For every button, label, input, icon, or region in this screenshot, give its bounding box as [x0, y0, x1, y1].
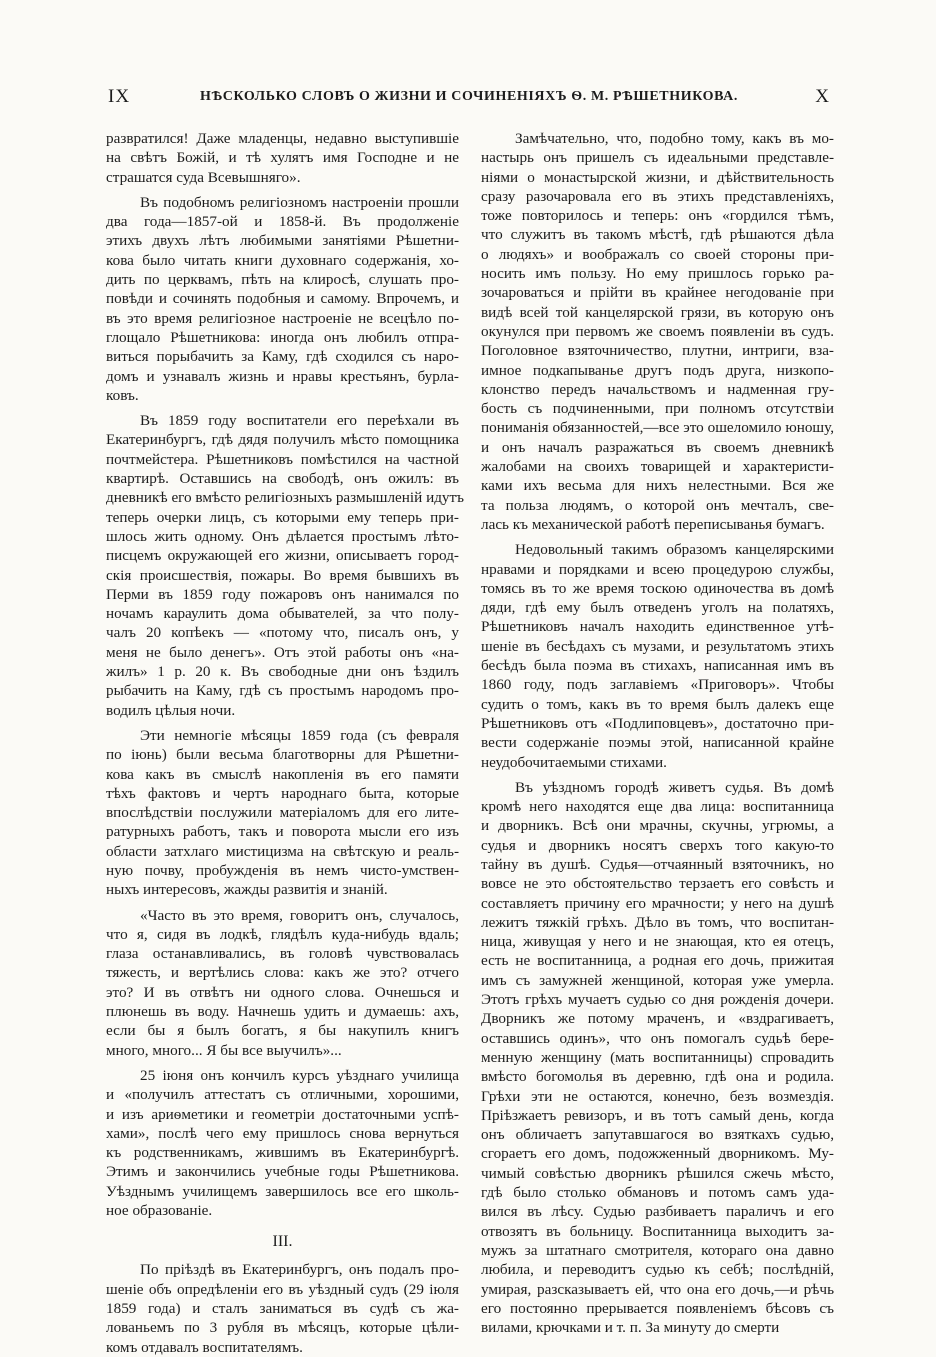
- text-line: составляетъ причину его мрачности; у него на душѣ: [481, 894, 834, 912]
- text-line: чимый совѣстью дворникъ рѣшился сжечь мѣсто,: [481, 1164, 834, 1182]
- text-line: сразу разочаровала его въ этихъ представленіяхъ,: [481, 187, 834, 205]
- text-line: вовсе не это обстоятельство терзаетъ его совѣсть и: [481, 875, 834, 893]
- text-line: много, много... Я бы все выучилъ»...: [106, 1041, 342, 1059]
- text-line: ковъ.: [106, 386, 139, 404]
- text-line: и дворникъ. Всѣ они мрачны, скучны, угрюмы, а: [481, 817, 834, 835]
- text-line: и онъ началъ разражаться въ своемъ дневникѣ: [481, 438, 834, 456]
- text-line: домъ и узнавалъ жизнь и нравы крестьянъ, бурла-: [106, 367, 459, 385]
- text-line: жилъ» 1 р. 20 к. Въ свободные дни онъ ѣздилъ: [106, 663, 459, 681]
- text-line: его постоянно прерывается появленіемъ бѣсовъ съ: [481, 1299, 834, 1317]
- text-line: и изъ ариѳметики и геометріи достаточными успѣ-: [106, 1105, 459, 1123]
- text-line: 25 іюня онъ кончилъ курсъ уѣзднаго училища: [140, 1066, 459, 1084]
- text-line: Замѣчательно, что, подобно тому, какъ въ мо-: [515, 130, 834, 147]
- text-line: скія происшествія, пожары. Во время бывшихъ въ: [106, 566, 459, 584]
- text-line: тѣхъ фактовъ и чертъ народнаго быта, которые: [106, 784, 459, 802]
- text-line: лежитъ тяжкій грѣхъ. Дѣло въ томъ, что воспитан-: [481, 913, 834, 931]
- text-line: сгораетъ его домъ, подожженный дворникомъ. Му-: [481, 1145, 834, 1163]
- text-line: по іюнь) были весьма благотворны для Рѣшетни-: [106, 746, 459, 764]
- paragraph: [106, 193, 459, 405]
- text-line: пониманія обязанностей,—все это ошеломило юношу,: [481, 419, 834, 437]
- text-line: Этимъ и закончились учебные годы Рѣшетникова.: [106, 1163, 459, 1181]
- text-line: тоже повторилось и теперь: онъ «гордился тѣмъ,: [481, 207, 834, 225]
- text-line: та польза людямъ, о которой онъ мечталъ, све-: [481, 496, 834, 514]
- text-line: два года—1857-ой и 1858-й. Въ продолженіе: [106, 213, 459, 231]
- paragraph: [106, 411, 465, 720]
- text-line: Перми въ 1859 году пожаровъ онъ нанимался по: [106, 585, 459, 603]
- text-line: если бы я былъ богатъ, я бы накупилъ книгъ: [106, 1022, 459, 1040]
- text-line: имное подкапыванье другъ подъ друга, низкопо-: [481, 361, 834, 379]
- text-line: настырь онъ пришелъ съ идеальными представле-: [481, 149, 834, 167]
- text-line: Екатеринбургъ, гдѣ дядя получилъ мѣсто помощника: [106, 431, 459, 449]
- text-line: кромѣ него находятся еще два лица: воспитанница: [481, 798, 834, 816]
- text-line: страшатся суда Всевышняго».: [106, 168, 301, 186]
- text-line: вести содержаніе поэмы этой, написанной крайне: [481, 734, 834, 752]
- text-line: вмѣсто богомолья въ деревню, гдѣ она и родила.: [481, 1068, 834, 1086]
- text-line: повѣди и сочинять подобныя и самому. Впрочемъ, и: [106, 290, 459, 308]
- text-line: отвозятъ въ больницу. Воспитанница выходитъ за-: [481, 1222, 834, 1240]
- text-line: Рѣшетниковъ началъ находить единственное утѣ-: [481, 618, 834, 636]
- text-line: меня не было денегъ». Отъ этой работы онъ «на-: [106, 643, 459, 661]
- text-line: менную женщину (мать воспитанницы) спровадить: [481, 1048, 834, 1066]
- text-line: неудобочитаемыми стихами.: [481, 753, 667, 771]
- text-line: Грѣхи эти не остаются, конечно, безъ возмездія.: [481, 1087, 834, 1105]
- text-line: ками ихъ весьма для нихъ нелестными. Вся же: [481, 477, 834, 495]
- text-line: тайну въ душѣ. Судья—отчаянный взяточникъ, но: [481, 855, 834, 873]
- text-line: ница, живущая у него и не знающая, кто ея отецъ,: [481, 933, 834, 951]
- text-line: онъ обличаетъ запутавшагося во взяткахъ судью,: [481, 1126, 834, 1144]
- page-header: [108, 84, 830, 114]
- text-line: почтмейстера. Рѣшетниковъ помѣстился на частной: [106, 450, 459, 468]
- text-line: клонство передъ начальствомъ и надменная гру-: [481, 380, 834, 398]
- text-line: ніями о монастырской жизни, и дѣйствительность: [481, 168, 834, 186]
- text-line: глаза останавливались, въ головѣ чувствовалась: [106, 945, 459, 963]
- text-line: глощало Рѣшетникова: иногда онъ любилъ отпра-: [106, 328, 459, 346]
- running-title: НѢСКОЛЬКО СЛОВЪ О ЖИЗНИ И СОЧИНЕНІЯХЪ Ѳ. М. РѢШЕТНИКОВА.: [200, 89, 738, 104]
- text-line: Поголовное взяточничество, плутни, интриги, вза-: [481, 342, 834, 360]
- text-line: жалобами на своихъ товарищей и характеристи-: [481, 458, 834, 476]
- text-line: хами», послѣ чего ему пришлось снова вернуться: [106, 1124, 459, 1142]
- paragraph: [481, 129, 834, 534]
- text-line: 1860 году, подъ заглавіемъ «Приговоръ». Чтобы: [481, 676, 834, 694]
- text-line: квартирѣ. Оставшись на свободѣ, онъ ожилъ: въ: [106, 470, 459, 488]
- text-line: теперь очерки лицъ, съ которыми ему теперь при-: [106, 508, 459, 526]
- text-line: 1859 года) и сталъ заниматься въ судѣ съ жа-: [106, 1299, 459, 1317]
- text-line: ночамъ караулить дома обывателей, за что полу-: [106, 605, 459, 623]
- text-line: Рѣшетниковъ отъ «Подлиповцевъ», достаточно при-: [481, 714, 834, 732]
- text-line: области затхлаго мистицизма на свѣтскую и реаль-: [106, 842, 459, 860]
- text-line: Дворникъ же потому мраченъ, и «вздрагиваетъ,: [481, 1010, 834, 1028]
- text-line: о людяхъ» и воображалъ со своей стороны при-: [481, 245, 834, 263]
- text-line: къ родственникамъ, жившимъ въ Екатеринбургѣ.: [106, 1144, 459, 1162]
- text-line: судья и дворникъ носятъ сверхъ того какую-то: [481, 836, 834, 854]
- section-heading: III.: [272, 1233, 293, 1251]
- text-line: Эти немногіе мѣсяцы 1859 года (съ февраля: [140, 726, 459, 744]
- text-line: Недовольный такимъ образомъ канцелярскими: [515, 541, 834, 559]
- text-line: Въ уѣздномъ городѣ живетъ судья. Въ домѣ: [515, 778, 834, 796]
- text-line: ратурныхъ работъ, такъ и поворота мысли его изъ: [106, 823, 459, 841]
- text-line: Этотъ грѣхъ мучаетъ судью со дня рожденія дочери.: [481, 991, 834, 1009]
- text-line: гдѣ было столько обмановъ и потомъ самъ уда-: [481, 1184, 834, 1202]
- text-line: Въ подобномъ религіозномъ настроеніи прошли: [140, 193, 459, 211]
- paragraph: [106, 726, 459, 900]
- paragraph: [481, 540, 834, 772]
- left-page-number: IX: [108, 86, 131, 107]
- text-line: Пріѣзжаетъ ревизоръ, и въ тотъ самый день, когда: [481, 1106, 834, 1124]
- text-line: виться порыбачить за Каму, гдѣ сходился съ наро-: [106, 348, 459, 366]
- text-line: рыбачить на Каму, гдѣ съ простымъ народомъ про-: [106, 682, 459, 700]
- text-line: любила, и переводитъ судью къ себѣ; послѣдній,: [481, 1261, 834, 1279]
- text-line: дить по церквамъ, пѣть на клиросѣ, слушать про-: [106, 271, 459, 289]
- text-line: бесѣдъ была поэма въ стихахъ, написанная имъ въ: [481, 657, 834, 675]
- text-line: дяди, гдѣ ему былъ отведенъ уголъ на полатяхъ,: [481, 599, 834, 617]
- text-line: писцемъ окружающей его жизни, описываетъ город-: [106, 547, 459, 565]
- text-line: зочароваться и прійти въ крайнее негодованіе при: [481, 284, 834, 302]
- text-line: плюнешь въ воду. Начнешь удить и думаешь: ахъ,: [106, 1003, 459, 1021]
- text-line: Въ 1859 году воспитатели его переѣхали въ: [140, 412, 459, 430]
- text-line: есть не воспитанница, а родная его дочь, прижитая: [481, 952, 834, 970]
- text-line: шеніе объ опредѣленіи его въ уѣздный судъ (29 іюля: [106, 1280, 459, 1298]
- text-line: ное образованіе.: [106, 1202, 213, 1220]
- text-line: и «получилъ аттестатъ съ отличными, хорошими,: [106, 1086, 459, 1104]
- text-line: водилъ цѣлыя ночи.: [106, 701, 236, 719]
- text-line: носить имъ пользу. Но ему пришлось горько ра-: [481, 265, 834, 283]
- right-column: [481, 129, 834, 1337]
- text-line: ную почву, пробужденія въ немъ чисто-умствен-: [106, 861, 459, 879]
- text-line: это? И въ отвѣтъ ни одного слова. Очнешься и: [106, 983, 459, 1001]
- text-line: что служитъ въ такомъ мѣстѣ, гдѣ рѣшаются дѣла: [481, 226, 834, 244]
- text-line: лась къ механической работѣ переписыванья бумагъ.: [481, 515, 825, 533]
- text-line: на свѣтъ Божій, и тѣ хулятъ имя Господне и не: [106, 149, 459, 167]
- paragraph: [106, 1066, 459, 1220]
- text-line: что я, сидя въ лодкѣ, глядѣлъ куда-нибудь вдаль;: [106, 925, 459, 943]
- text-line: развратился! Даже младенцы, недавно выступившіе: [106, 130, 459, 147]
- paragraph: [481, 778, 834, 1338]
- text-line: вилами, крючками и т. п. За минуту до смерти: [481, 1319, 780, 1337]
- right-page-number: X: [815, 86, 830, 107]
- text-line: въ это время религіозное настроеніе не всецѣло по-: [106, 309, 459, 327]
- text-line: чалъ 20 копѣекъ — «потому что, писалъ онъ, у: [106, 624, 459, 642]
- left-column: [106, 129, 465, 1357]
- text-line: шеніе въ бесѣдахъ съ музами, и результатомъ этихъ: [481, 637, 834, 655]
- text-line: кова какъ въ смыслѣ накопленія въ его памяти: [106, 765, 459, 783]
- text-line: этихъ двухъ лѣтъ любимыми занятіями Рѣшетни-: [106, 232, 459, 250]
- text-line: нравами и порядками и всею процедурою службы,: [481, 560, 834, 578]
- text-line: мужъ за штатнаго смотрителя, котораго она давно: [481, 1241, 834, 1259]
- text-line: шлось жить одному. Онъ дѣлается простымъ лѣто-: [106, 527, 459, 545]
- text-line: тяжесть, и вертѣлись слова: какъ же это? отчего: [106, 964, 459, 982]
- text-line: лованьемъ по 3 рубля въ мѣсяцъ, которые цѣли-: [106, 1319, 459, 1337]
- text-line: бость съ подчиненными, при полномъ отсутствіи: [481, 400, 834, 418]
- text-line: По пріѣздѣ въ Екатеринбургъ, онъ подалъ про-: [140, 1261, 459, 1279]
- text-line: «Часто въ это время, говоритъ онъ, случалось,: [140, 906, 459, 924]
- text-line: имъ съ замужней женщиной, которая уже умерла.: [481, 971, 834, 989]
- text-line: томясь въ то же время тоскою одиночества въ домѣ: [481, 579, 834, 597]
- text-line: ныхъ интересовъ, жажды развитія и знаній.: [106, 881, 388, 899]
- paragraph: [106, 129, 459, 187]
- text-line: дневникѣ его вмѣсто религіозныхъ размышленій идутъ: [106, 489, 465, 507]
- text-line: комъ отдавалъ воспитателямъ.: [106, 1338, 303, 1356]
- text-line: окунулся при первомъ же своемъ появленіи въ судъ.: [481, 322, 834, 340]
- paragraph: [106, 1260, 459, 1356]
- text-line: умирая, разсказываетъ ей, что она его дочь,—и рѣчь: [481, 1280, 834, 1298]
- paragraph: [106, 906, 459, 1060]
- text-line: оставшись одинъ», что онъ помогалъ судьѣ бере-: [481, 1029, 834, 1047]
- text-line: кова было читать книги духовнаго содержанія, хо-: [106, 251, 459, 269]
- text-line: вился въ лѣсу. Судью разбиваетъ параличъ и его: [481, 1203, 834, 1221]
- text-line: видѣ всей той канцелярской грязи, въ которую онъ: [481, 303, 834, 321]
- text-line: судить о томъ, какъ въ то время былъ далекъ еще: [481, 695, 834, 713]
- text-line: впослѣдствіи послужили матеріаломъ для его лите-: [106, 804, 459, 822]
- text-line: Уѣзднымъ училищемъ завершилось все его школь-: [106, 1182, 459, 1200]
